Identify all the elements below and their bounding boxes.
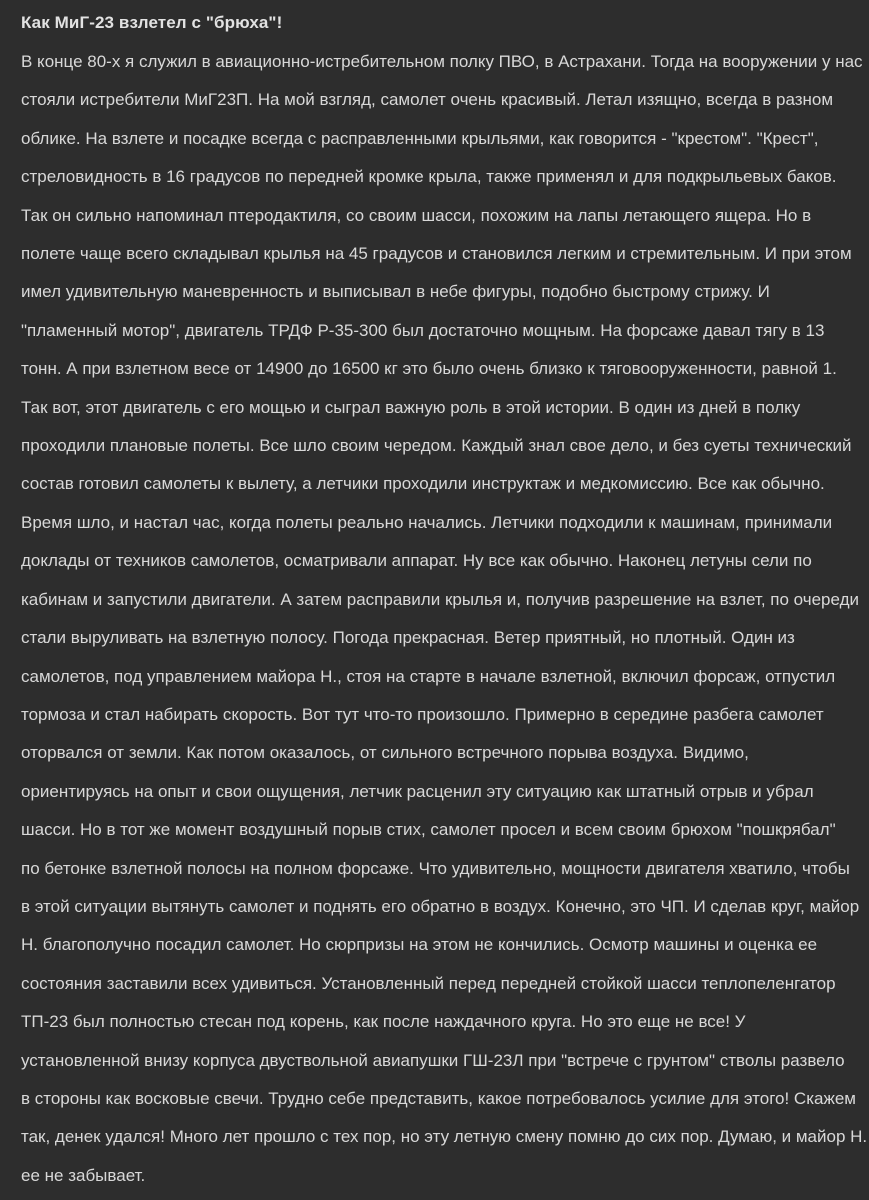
article-line: Так он сильно напоминал птеродактиля, со своим шасси, похожим на лапы летающего ящера. Но в xyxy=(21,205,812,225)
article-line: доклады от техников самолетов, осматривали аппарат. Ну все как обычно. Наконец летуны сели по xyxy=(21,551,812,571)
article-line: полете чаще всего складывал крылья на 45 градусов и становился легким и стремительным. И при этом xyxy=(21,244,852,264)
article-body xyxy=(21,43,868,1195)
article-title: Как МиГ-23 взлетел с "брюха"! xyxy=(21,13,283,32)
article-line: стали выруливать на взлетную полосу. Погода прекрасная. Ветер приятный, но плотный. Один из xyxy=(21,628,795,648)
article-line: состав готовил самолеты к вылету, а летчики проходили инструктаж и медкомиссию. Все как обычно. xyxy=(21,474,825,494)
article-line: стояли истребители МиГ23П. На мой взгляд, самолет очень красивый. Летал изящно, всегда в разном xyxy=(21,90,834,110)
article-line: стреловидность в 16 градусов по передней кромке крыла, также применял и для подкрыльевых баков. xyxy=(21,167,837,187)
article-line: состояния заставили всех удивиться. Установленный перед передней стойкой шасси теплопеленгатор xyxy=(21,973,836,993)
article-line: шасси. Но в тот же момент воздушный порыв стих, самолет просел и всем своим брюхом "пошкрябал" xyxy=(21,820,836,840)
article-line: ТП-23 был полностью стесан под корень, как после наждачного круга. Но это еще не все! У xyxy=(21,1012,746,1032)
article-line: в стороны как восковые свечи. Трудно себе представить, какое потребовалось усилие для этого! Скажем xyxy=(21,1088,856,1108)
article-line: "пламенный мотор", двигатель ТРДФ Р-35-300 был достаточно мощным. На форсаже давал тягу в 13 xyxy=(21,320,825,340)
article-line: В конце 80-х я служил в авиационно-истребительном полку ПВО, в Астрахани. Тогда на вооружении у нас xyxy=(21,52,863,71)
article-line: Н. благополучно посадил самолет. Но сюрпризы на этом не кончились. Осмотр машины и оценка ее xyxy=(21,935,818,955)
article-line: в этой ситуации вытянуть самолет и поднять его обратно в воздух. Конечно, это ЧП. И сделав круг, майор xyxy=(21,896,860,916)
article-line: так, денек удался! Много лет прошло с тех пор, но эту летную смену помню до сих пор. Думаю, и майор Н. xyxy=(21,1127,868,1147)
article-line: ее не забывает. xyxy=(21,1165,146,1185)
article-line: тормоза и стал набирать скорость. Вот тут что-то произошло. Примерно в середине разбега самолет xyxy=(21,704,824,724)
article-line: тонн. А при взлетном весе от 14900 до 16500 кг это было очень близко к тяговооруженности, равной 1. xyxy=(21,359,837,379)
article-line: ориентируясь на опыт и свои ощущения, летчик расценил эту ситуацию как штатный отрыв и убрал xyxy=(21,781,814,801)
article-line: имел удивительную маневренность и выписывал в небе фигуры, подобно быстрому стрижу. И xyxy=(21,282,770,302)
article-line: самолетов, под управлением майора Н., стоя на старте в начале взлетной, включил форсаж, отпустил xyxy=(21,666,836,686)
article-line: Так вот, этот двигатель с его мощью и сыграл важную роль в этой истории. В один из дней в полку xyxy=(21,397,801,417)
article-line: по бетонке взлетной полосы на полном форсаже. Что удивительно, мощности двигателя хватило, чтобы xyxy=(21,858,850,878)
article-line: оторвался от земли. Как потом оказалось, от сильного встречного порыва воздуха. Видимо, xyxy=(21,743,749,763)
article-line: проходили плановые полеты. Все шло своим чередом. Каждый знал свое дело, и без суеты технический xyxy=(21,436,852,456)
article-line: Время шло, и настал час, когда полеты реально начались. Летчики подходили к машинам, принимали xyxy=(21,512,833,532)
article-line: кабинам и запустили двигатели. А затем расправили крылья и, получив разрешение на взлет, по очереди xyxy=(21,589,859,609)
article-line: установленной внизу корпуса двуствольной авиапушки ГШ-23Л при "встрече с грунтом" стволы развело xyxy=(21,1050,845,1070)
article-line: облике. На взлете и посадке всегда с расправленными крыльями, как говорится - "крестом". "Крест", xyxy=(21,128,819,148)
